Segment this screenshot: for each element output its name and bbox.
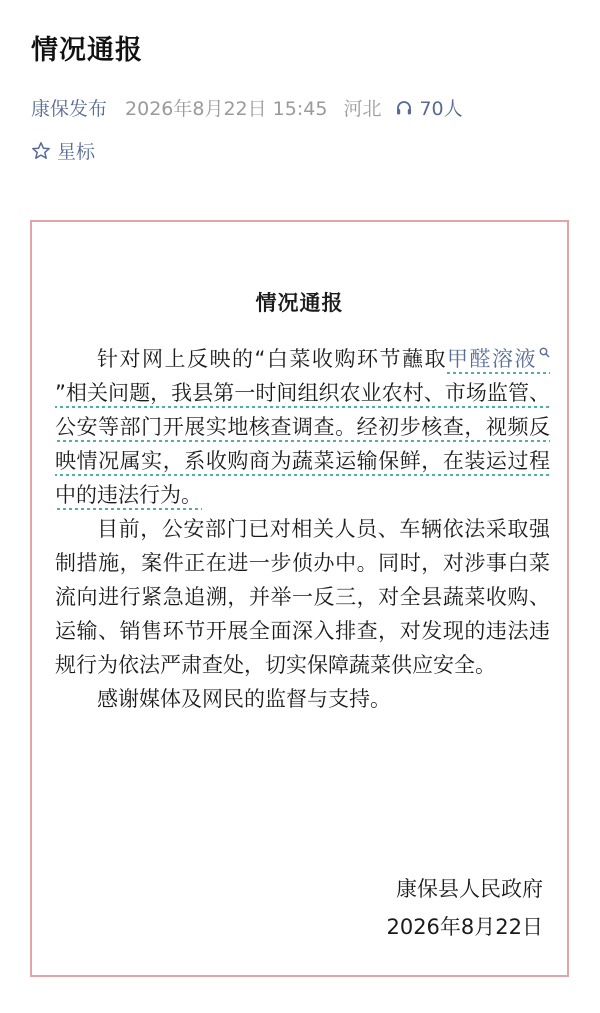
paragraph-1-text-after: 经初步核查，视频反映情况属实，系收购商为蔬菜运输保鲜，在装运过程中的违法行为。: [55, 415, 550, 510]
listen-count: 70人: [419, 98, 463, 120]
headphones-icon: [395, 99, 413, 117]
notice-card: [30, 220, 569, 977]
signature-date: 2026年8月22日: [386, 915, 543, 939]
notice-signature: [386, 870, 543, 946]
star-label: 星标: [57, 141, 96, 163]
source-account-link[interactable]: 康保发布: [31, 98, 108, 120]
notice-paragraph-1: [55, 342, 550, 512]
page-title: 情况通报: [31, 35, 143, 66]
notice-body: [55, 342, 550, 716]
notice-paragraph-3: 感谢媒体及网民的监督与支持。: [97, 687, 391, 711]
listen-button[interactable]: [395, 94, 462, 121]
signature-organization: 康保县人民政府: [396, 877, 543, 901]
paragraph-1-text-mid: ”相关问题，我县第一时间组织农业农村、市场监管、公安等部门开展实地核查调查。: [55, 381, 550, 439]
notice-paragraph-2: 目前，公安部门已对相关人员、车辆依法采取强制措施，案件正在进一步侦办中。同时，对涉事白菜流向进行紧急追溯，并举一反三，对全县蔬菜收购、运输、销售环节开展全面深入排查，对发现的违法违规行为依法严肃查处，切实保障蔬菜供应安全。: [55, 517, 550, 677]
star-icon: [31, 141, 51, 161]
paragraph-1-text-before: 针对网上反映的“白菜收购环节蘸取: [97, 347, 447, 371]
notice-title: 情况通报: [255, 291, 344, 315]
publish-location: 河北: [343, 98, 382, 120]
search-icon: [539, 347, 550, 358]
star-button[interactable]: [31, 137, 95, 164]
publish-datetime: 2026年8月22日 15:45: [125, 98, 328, 120]
search-keyword-text: 甲醛溶液: [446, 347, 537, 371]
article-meta: [31, 94, 463, 121]
